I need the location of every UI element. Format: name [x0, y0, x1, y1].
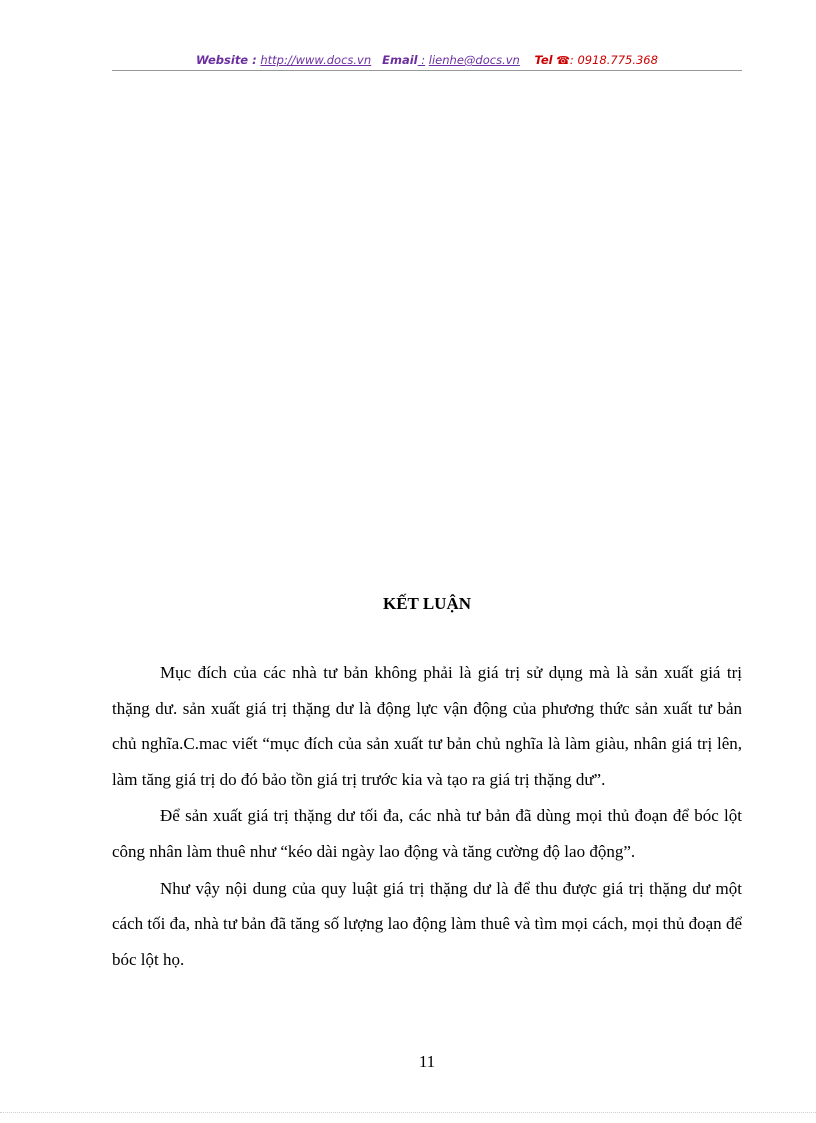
email-link[interactable]: lienhe@docs.vn	[428, 53, 520, 67]
website-link[interactable]: http://www.docs.vn	[260, 53, 372, 67]
email-label: Email	[382, 53, 418, 67]
website-label: Website :	[196, 53, 257, 67]
phone-icon: ☎	[556, 54, 570, 67]
footer-divider	[0, 1112, 816, 1113]
page-number: 11	[418, 1052, 436, 1071]
document-body	[112, 655, 742, 978]
phone-number: : 0918.775.368	[569, 53, 658, 67]
paragraph-1: Mục đích của các nhà tư bản không phải là giá trị sử dụng mà là sản xuất giá trị thặng dư. sản xuất giá trị thặng dư là động lực vận động của phương thức sản xuất tư bản chủ nghĩa.C.mac viết “mục đích của sản xuất tư bản chủ nghĩa là làm giàu, nhân giá trị lên, làm tăng giá trị do đó bảo tồn giá trị trước kia và tạo ra giá trị thặng dư”.	[112, 663, 742, 789]
paragraph-2: Để sản xuất giá trị thặng dư tối đa, các nhà tư bản đã dùng mọi thủ đoạn để bóc lột công nhân làm thuê như “kéo dài ngày lao động và tăng cường độ lao động”.	[112, 806, 742, 861]
tel-label: Tel	[534, 53, 553, 67]
header-divider	[112, 70, 742, 71]
email-separator: :	[417, 53, 426, 67]
paragraph-3: Như vậy nội dung của quy luật giá trị thặng dư là để thu được giá trị thặng dư một cách tối đa, nhà tư bản đã tăng số lượng lao động làm thuê và tìm mọi cách, mọi thủ đoạn để bóc lột họ.	[112, 878, 742, 969]
document-title: KẾT LUẬN	[382, 594, 471, 613]
page-header	[112, 52, 742, 69]
